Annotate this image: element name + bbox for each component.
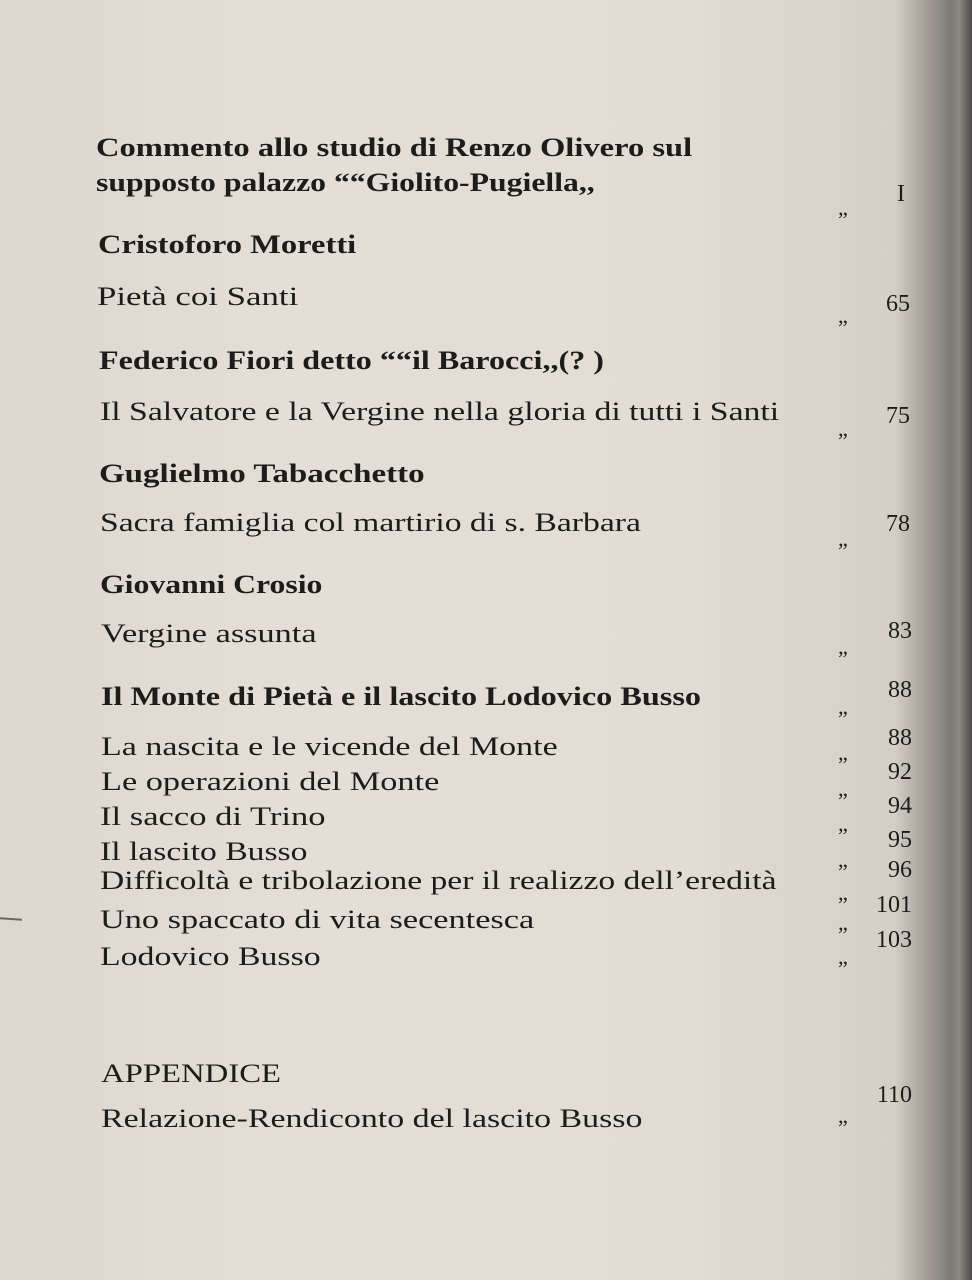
- page-number: 101: [876, 892, 912, 918]
- ditto-mark: „: [838, 944, 848, 969]
- toc-heading: Cristoforo Moretti: [98, 230, 357, 259]
- page-number: 83: [888, 618, 912, 644]
- toc-entry: Il lascito Busso: [100, 837, 308, 866]
- ditto-mark: „: [838, 740, 848, 765]
- ditto-mark: „: [838, 847, 848, 872]
- ditto-mark: „: [838, 416, 848, 441]
- ditto-mark: „: [838, 880, 848, 905]
- toc-entry: Relazione-Rendiconto del lascito Busso: [101, 1104, 643, 1133]
- page-number: 95: [888, 827, 912, 853]
- toc-entry: Vergine assunta: [101, 619, 317, 648]
- toc-heading: Federico Fiori detto ““il Barocci,,(? ): [99, 346, 604, 375]
- page-number: 88: [888, 677, 912, 703]
- ditto-mark: „: [838, 303, 848, 328]
- ditto-mark: „: [838, 195, 848, 220]
- toc-heading: Commento allo studio di Renzo Olivero sul: [96, 133, 693, 162]
- toc-entry: Uno spaccato di vita secentesca: [100, 905, 535, 934]
- ditto-mark: „: [838, 776, 848, 801]
- toc-entry: Lodovico Busso: [100, 942, 321, 971]
- toc-heading: Il Monte di Pietà e il lascito Lodovico Busso: [101, 682, 702, 711]
- page-number: 65: [886, 291, 910, 317]
- ditto-mark: „: [838, 811, 848, 836]
- page-number: 96: [888, 857, 912, 883]
- toc-entry: Il sacco di Trino: [100, 802, 326, 831]
- toc-entry: La nascita e le vicende del Monte: [101, 732, 558, 761]
- toc-heading: Giovanni Crosio: [100, 570, 323, 599]
- toc-entry: Difficoltà e tribolazione per il realizzo dell’eredità: [100, 866, 777, 895]
- ditto-mark: „: [838, 526, 848, 551]
- ditto-mark: „: [838, 694, 848, 719]
- ditto-mark: „: [838, 1103, 848, 1128]
- page-number: 94: [888, 793, 912, 819]
- toc-heading: supposto palazzo ““Giolito-Pugiella,,: [96, 168, 595, 197]
- toc-entry: Pietà coi Santi: [97, 282, 299, 311]
- page-number: 92: [888, 759, 912, 785]
- toc-entry: Il Salvatore e la Vergine nella gloria di tutti i Santi: [100, 397, 780, 426]
- ditto-mark: „: [838, 634, 848, 659]
- toc-heading: Guglielmo Tabacchetto: [99, 459, 425, 488]
- toc-entry: Sacra famiglia col martirio di s. Barbara: [100, 508, 641, 537]
- margin-mark: [0, 917, 22, 921]
- toc-entry: Le operazioni del Monte: [101, 767, 440, 796]
- page-number: I: [897, 181, 905, 207]
- page-edge-shadow: [950, 0, 972, 1280]
- page-number: 75: [886, 403, 910, 429]
- page-number: 110: [876, 1082, 912, 1108]
- toc-entry: APPENDICE: [101, 1059, 282, 1088]
- page-number: 88: [888, 725, 912, 751]
- page-number: 78: [886, 511, 910, 537]
- ditto-mark: „: [838, 910, 848, 935]
- page-number: 103: [876, 927, 912, 953]
